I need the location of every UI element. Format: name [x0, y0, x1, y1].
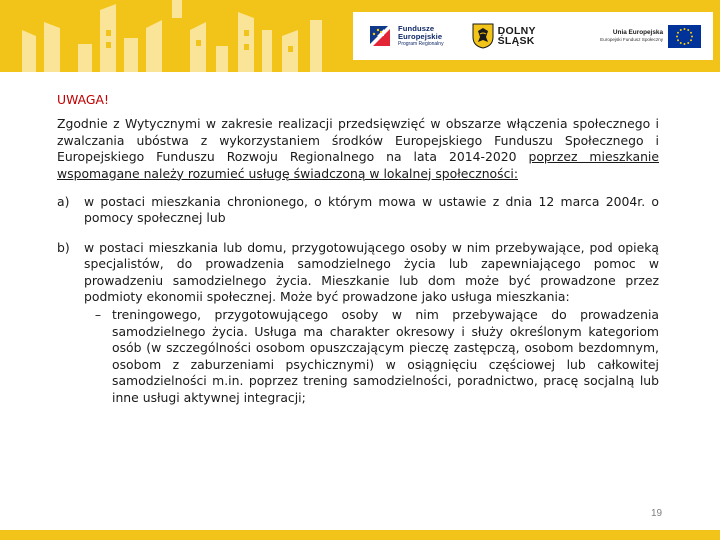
- sub-list-item-text: treningowego, przygotowującego osoby w nim przebywające do prowadzenia samodzielnego życia. Usługa ma charakter okresowy i służy określonym kategoriom osób (w szczególności osobom opuszczającym pieczę zastępczą, osobom bezdomnym, osobom z zaburzeniami psychicznymi) w osiągnięciu częściowej lub całkowitej samodzielności m.in. poprzez trening samodzielności, poradnictwo, pracę socjalną lub inne usługi aktywnej integracji;: [112, 307, 659, 405]
- document-body: [57, 92, 659, 419]
- fundusze-europejskie-icon: [367, 23, 393, 49]
- sub-list-item: [84, 307, 659, 405]
- fe-title-line2: Europejskie: [398, 31, 443, 41]
- footer-bar: [0, 530, 720, 540]
- ds-name-line2: ŚLĄSK: [497, 35, 535, 47]
- fundusze-europejskie-logo: [367, 23, 444, 49]
- list-item-label: b): [57, 239, 70, 255]
- eu-subtitle: Europejski Fundusz Społeczny: [600, 36, 663, 42]
- header-pattern: [0, 0, 340, 72]
- header-banner: [0, 0, 720, 72]
- eu-flag-icon: [668, 25, 701, 48]
- intro-text: Zgodnie z Wytycznymi w zakresie realizacji przedsięwzięć w obszarze włączenia społecznego i zwalczania ubóstwa z wykorzystaniem środków Europejskiego Funduszu Społecznego i Europejskiego Funduszu Rozwoju Regionalnego na lata 2014-2020: [57, 116, 659, 165]
- fe-title-line1: Fundusze: [398, 23, 435, 33]
- list-item-label: a): [57, 194, 70, 210]
- dolny-slask-logo: [472, 23, 536, 49]
- notice-title: UWAGA!: [57, 92, 109, 107]
- list-item: [57, 240, 659, 406]
- dolny-slask-crest-icon: [472, 23, 494, 49]
- list-item-text: w postaci mieszkania lub domu, przygotowującego osoby w nim przebywające, pod opieką specjalistów, do prowadzenia samodzielnego życia lub zapewniającego pomoc w prowadzeniu samodzielnego życia. Mieszkanie lub dom może być prowadzone przez podmioty ekonomii społecznej. Może być prowadzone jako usługa mieszkania:: [84, 239, 659, 305]
- intro-definition: poprzez mieszkanie wspomagane należy rozumieć usługę świadczoną w lokalnej społeczności:: [57, 149, 659, 181]
- unia-europejska-logo: [600, 25, 701, 48]
- dash-bullet: –: [94, 307, 102, 323]
- intro-paragraph: [57, 116, 659, 182]
- logo-bar: [353, 12, 713, 60]
- list-item: [57, 194, 659, 227]
- page-number: 19: [651, 508, 663, 519]
- list-item-text: w postaci mieszkania chronionego, o którym mowa w ustawie z dnia 12 marca 2004r. o pomocy społecznej lub: [84, 194, 659, 226]
- list-item-body: [84, 240, 659, 406]
- fe-subtitle: Program Regionalny: [398, 41, 444, 48]
- eu-title: Unia Europejska: [612, 28, 663, 36]
- ds-name-line1: DOLNY: [497, 24, 536, 37]
- definition-list: [57, 194, 659, 406]
